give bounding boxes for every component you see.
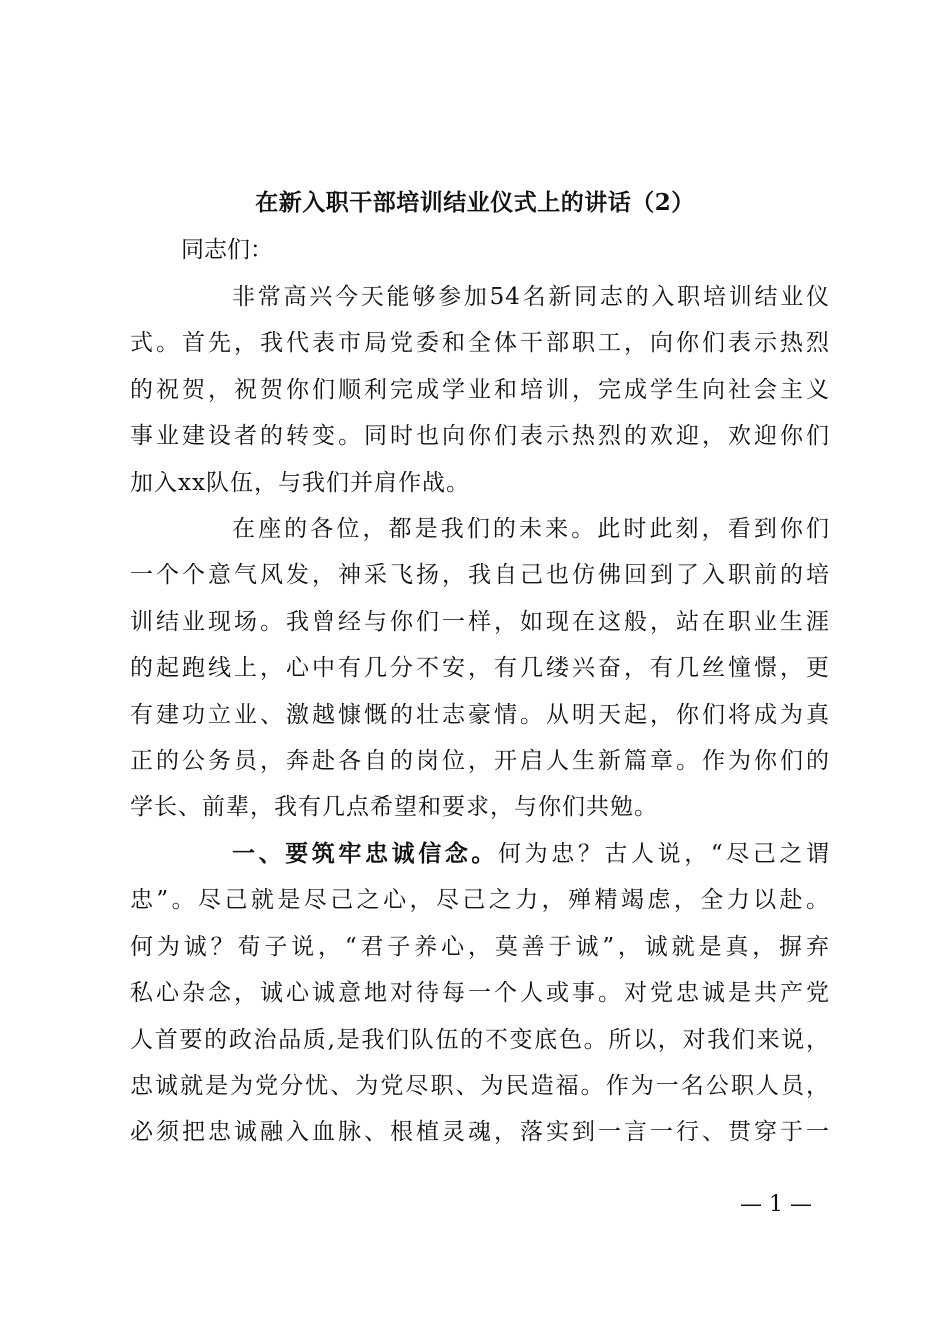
paragraph-line: 加入xx队伍，与我们并肩作战。	[130, 469, 470, 496]
section-heading: 一、要筑牢忠诚信念。	[232, 840, 499, 867]
paragraph-line: 忠诚就是为党分忧、为党尽职、为民造福。作为一名公职人员，	[130, 1072, 830, 1099]
paragraph-line: 忠”。尽己就是尽己之心，尽己之力，殚精竭虑，全力以赴。	[130, 887, 830, 914]
paragraph-line: 式。首先，我代表市局党委和全体干部职工，向你们表示热烈	[130, 330, 830, 357]
paragraph-3	[130, 831, 830, 1156]
paragraph-1	[130, 274, 830, 506]
paragraph-line-rest: 何为忠？古人说，“尽己之谓	[498, 841, 830, 867]
paragraph-line: 非常高兴今天能够参加54名新同志的入职培训结业仪	[232, 284, 830, 310]
paragraph-line: 训结业现场。我曾经与你们一样，如现在这般，站在职业生涯	[130, 608, 830, 635]
paragraph-line: 人首要的政治品质,是我们队伍的不变底色。所以，对我们来说，	[130, 1026, 830, 1053]
paragraph-line: 必须把忠诚融入血脉、根植灵魂，落实到一言一行、贯穿于一	[130, 1119, 830, 1146]
document-title: 在新入职干部培训结业仪式上的讲话（2）	[255, 189, 695, 216]
paragraph-line: 私心杂念，诚心诚意地对待每一个人或事。对党忠诚是共产党	[130, 980, 830, 1007]
paragraph-line: 的祝贺，祝贺你们顺利完成学业和培训，完成学生向社会主义	[130, 376, 830, 403]
paragraph-line: 一个个意气风发，神采飞扬，我自己也仿佛回到了入职前的培	[130, 562, 830, 589]
paragraph-line: 何为诚？荀子说，“君子养心，莫善于诚”，诚就是真，摒弃	[130, 933, 830, 960]
paragraph-line: 在座的各位，都是我们的未来。此时此刻，看到你们	[232, 516, 830, 542]
paragraph-line: 正的公务员，奔赴各自的岗位，开启人生新篇章。作为你们的	[130, 747, 830, 774]
page-number: — 1 —	[740, 1192, 812, 1217]
paragraph-first-line	[130, 831, 830, 877]
paragraph-line: 学长、前辈，我有几点希望和要求，与你们共勉。	[130, 794, 658, 821]
paragraph-line: 的起跑线上，心中有几分不安，有几缕兴奋，有几丝憧憬，更	[130, 655, 830, 682]
paragraph-line: 事业建设者的转变。同时也向你们表示热烈的欢迎，欢迎你们	[130, 423, 830, 450]
paragraph-line: 有建功立业、激越慷慨的壮志豪情。从明天起，你们将成为真	[130, 701, 830, 728]
salutation: 同志们：	[181, 237, 273, 263]
paragraph-2	[130, 506, 830, 831]
